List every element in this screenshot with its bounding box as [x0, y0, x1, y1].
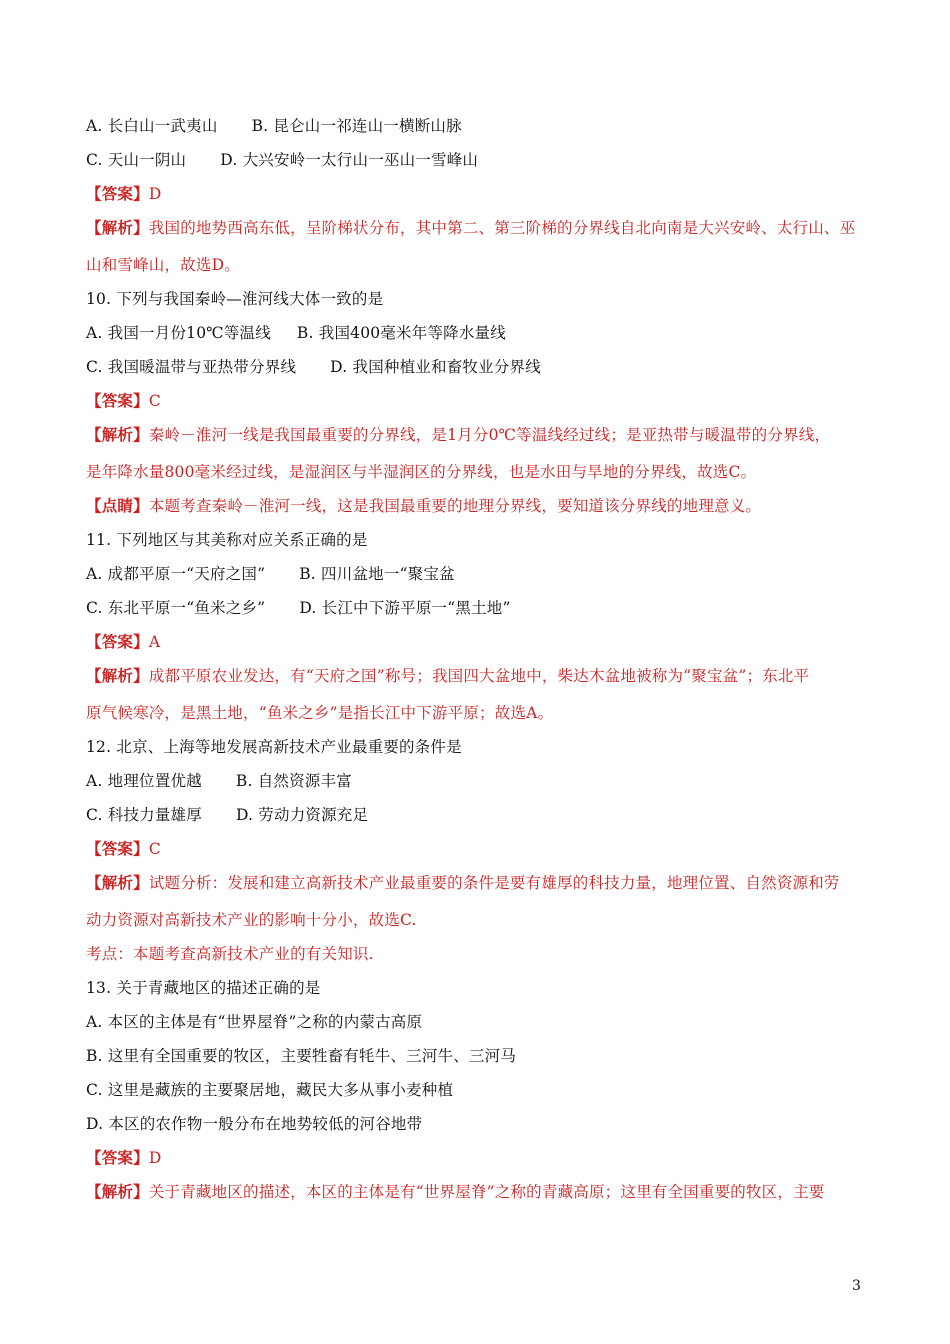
analysis-tag: 【解析】	[86, 218, 149, 237]
q10-analysis-line-1	[86, 425, 830, 445]
q10-tip	[86, 496, 761, 516]
q11-option-d: D. 长江中下游平原一“黑土地”	[299, 599, 511, 617]
q10-answer	[86, 391, 161, 411]
q12-analysis-line-1	[86, 873, 840, 893]
q13-option-d: D. 本区的农作物一般分布在地势较低的河谷地带	[86, 1115, 423, 1133]
q10-option-c: C. 我国暖温带与亚热带分界线	[86, 358, 297, 376]
answer-tag: 【答案】	[86, 1148, 149, 1167]
answer-value: A	[148, 633, 161, 651]
q10-option-d: D. 我国种植业和畜牧业分界线	[330, 358, 541, 376]
q11-stem: 11. 下列地区与其美称对应关系正确的是	[86, 531, 368, 549]
q10-options-cd	[86, 357, 541, 377]
analysis-tag: 【解析】	[86, 666, 149, 685]
q10-option-b: B. 我国400毫米年等降水量线	[296, 324, 506, 342]
q11-analysis-line-2: 原气候寒冷，是黑土地，“鱼米之乡”是指长江中下游平原；故选A。	[86, 704, 554, 722]
q12-option-d: D. 劳动力资源充足	[235, 806, 369, 824]
q9-option-b: B. 昆仑山一祁连山一横断山脉	[251, 117, 462, 135]
q13-analysis-line-1	[86, 1182, 824, 1202]
q9-options-ab	[86, 116, 462, 136]
analysis-text: 关于青藏地区的描述，本区的主体是有“世界屋脊”之称的青藏高原；这里有全国重要的牧区，主要	[148, 1183, 825, 1201]
answer-value: C	[148, 392, 161, 410]
q12-analysis-line-2: 动力资源对高新技术产业的影响十分小，故选C.	[86, 911, 417, 929]
analysis-text: 秦岭－淮河一线是我国最重要的分界线，是1月分0℃等温线经过线；是亚热带与暖温带的分界线，	[148, 426, 831, 444]
q12-option-c: C. 科技力量雄厚	[86, 806, 202, 824]
q9-options-cd	[86, 150, 478, 170]
q9-option-c: C. 天山一阴山	[86, 151, 187, 169]
q12-option-a: A. 地理位置优越	[86, 772, 202, 790]
answer-tag: 【答案】	[86, 632, 149, 651]
analysis-text: 成都平原农业发达，有“天府之国”称号；我国四大盆地中，柴达木盆地被称为“聚宝盆”；东北平	[148, 667, 810, 685]
q13-answer	[86, 1148, 161, 1168]
q13-option-b: B. 这里有全国重要的牧区，主要牲畜有牦牛、三河牛、三河马	[86, 1047, 517, 1065]
page-number: 3	[852, 1278, 861, 1294]
q12-options-ab	[86, 771, 352, 791]
q11-option-b: B. 四川盆地一“聚宝盆	[299, 565, 455, 583]
q11-analysis-line-1	[86, 666, 809, 686]
analysis-text: 我国的地势西高东低，呈阶梯状分布，其中第二、第三阶梯的分界线自北向南是大兴安岭、太行山、巫	[148, 219, 856, 237]
tip-text: 本题考查秦岭－淮河一线，这是我国最重要的地理分界线，要知道该分界线的地理意义。	[148, 497, 762, 515]
q12-kaodian: 考点：本题考查高新技术产业的有关知识.	[86, 945, 374, 963]
q10-option-a: A. 我国一月份10℃等温线	[86, 324, 271, 342]
q11-answer	[86, 632, 160, 652]
q12-option-b: B. 自然资源丰富	[235, 772, 352, 790]
q13-option-c: C. 这里是藏族的主要聚居地，藏民大多从事小麦种植	[86, 1081, 454, 1099]
q10-options-ab	[86, 323, 506, 343]
analysis-tag: 【解析】	[86, 1182, 149, 1201]
q12-answer	[86, 839, 161, 859]
answer-tag: 【答案】	[86, 184, 149, 203]
q12-options-cd	[86, 805, 368, 825]
q10-stem: 10. 下列与我国秦岭—淮河线大体一致的是	[86, 290, 384, 308]
answer-value: C	[148, 840, 161, 858]
q9-analysis-line-2: 山和雪峰山，故选D。	[86, 256, 240, 274]
answer-value: D	[148, 1149, 162, 1167]
answer-tag: 【答案】	[86, 391, 149, 410]
tip-tag: 【点睛】	[86, 496, 149, 515]
answer-value: D	[148, 185, 162, 203]
q9-answer	[86, 184, 161, 204]
analysis-text: 试题分析：发展和建立高新技术产业最重要的条件是要有雄厚的科技力量，地理位置、自然资源和劳	[148, 874, 840, 892]
answer-tag: 【答案】	[86, 839, 149, 858]
analysis-tag: 【解析】	[86, 425, 149, 444]
q13-option-a: A. 本区的主体是有“世界屋脊”之称的内蒙古高原	[86, 1013, 423, 1031]
q9-option-a: A. 长白山一武夷山	[86, 117, 218, 135]
q9-option-d: D. 大兴安岭一太行山一巫山一雪峰山	[220, 151, 479, 169]
q13-stem: 13. 关于青藏地区的描述正确的是	[86, 979, 321, 997]
q11-options-cd	[86, 598, 511, 618]
q11-option-c: C. 东北平原一“鱼米之乡”	[86, 599, 266, 617]
q10-analysis-line-2: 是年降水量800毫米经过线，是湿润区与半湿润区的分界线，也是水田与旱地的分界线，故选C。	[86, 463, 757, 481]
q11-options-ab	[86, 564, 455, 584]
analysis-tag: 【解析】	[86, 873, 149, 892]
q11-option-a: A. 成都平原一“天府之国”	[86, 565, 266, 583]
q12-stem: 12. 北京、上海等地发展高新技术产业最重要的条件是	[86, 738, 462, 756]
q9-analysis-line-1	[86, 218, 855, 238]
